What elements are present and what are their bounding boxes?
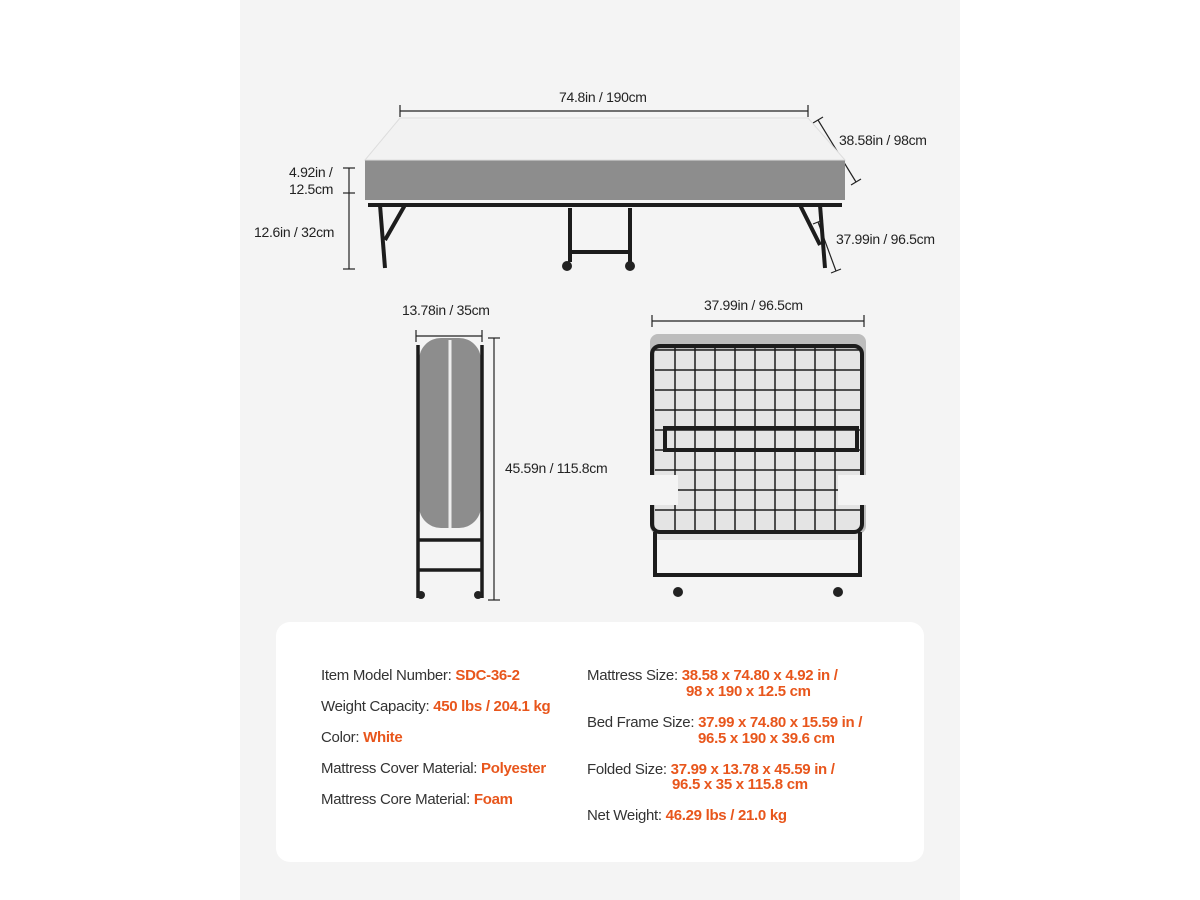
spec-label: Color: — [321, 729, 364, 746]
width-label: 38.58in / 98cm — [839, 132, 927, 148]
spec-model-number — [321, 668, 520, 684]
folded-width-label: 37.99in / 96.5cm — [704, 297, 803, 313]
frame-width-label: 37.99in / 96.5cm — [836, 231, 935, 247]
spec-value: Polyester — [481, 760, 546, 777]
spec-mattress-size-metric: 98 x 190 x 12.5 cm — [686, 683, 811, 700]
spec-label: Mattress Size: — [587, 667, 682, 684]
spec-value: 46.29 lbs / 21.0 kg — [665, 807, 787, 824]
spec-label: Weight Capacity: — [321, 698, 434, 715]
spec-color — [321, 730, 402, 746]
spec-bed-frame-size — [587, 715, 862, 731]
spec-label: Mattress Cover Material: — [321, 760, 482, 777]
spec-weight-capacity — [321, 699, 550, 715]
unfolded-bed-drawing — [365, 118, 845, 271]
spec-bed-frame-size-metric: 96.5 x 190 x 39.6 cm — [698, 730, 835, 747]
spec-label: Folded Size: — [587, 761, 671, 778]
spec-cover-material — [321, 761, 546, 777]
folded-side-drawing — [417, 338, 482, 599]
folded-height-label: 45.59n / 115.8cm — [505, 460, 608, 476]
spec-value: 37.99 x 13.78 x 45.59 in / — [670, 761, 835, 778]
length-label: 74.8in / 190cm — [559, 89, 647, 105]
spec-value: Foam — [473, 791, 513, 808]
spec-label: Bed Frame Size: — [587, 714, 699, 731]
spec-value: 37.99 x 74.80 x 15.59 in / — [698, 714, 863, 731]
spec-value: White — [363, 729, 403, 746]
folded-front-drawing — [648, 334, 868, 597]
spec-value: SDC-36-2 — [455, 667, 520, 684]
spec-core-material — [321, 792, 513, 808]
spec-value: 38.58 x 74.80 x 4.92 in / — [681, 667, 838, 684]
spec-label: Mattress Core Material: — [321, 791, 474, 808]
spec-label: Net Weight: — [587, 807, 666, 824]
spec-mattress-size — [587, 668, 838, 684]
mattress-thickness-label-line2: 12.5cm — [289, 181, 334, 197]
spec-value: 450 lbs / 204.1 kg — [433, 698, 551, 715]
folded-depth-label: 13.78in / 35cm — [402, 302, 490, 318]
spec-label: Item Model Number: — [321, 667, 456, 684]
mattress-thickness-label-line1: 4.92in / — [289, 164, 333, 180]
spec-folded-size-metric: 96.5 x 35 x 115.8 cm — [672, 776, 808, 793]
frame-height-label: 12.6in / 32cm — [254, 224, 335, 240]
spec-net-weight — [587, 808, 787, 824]
